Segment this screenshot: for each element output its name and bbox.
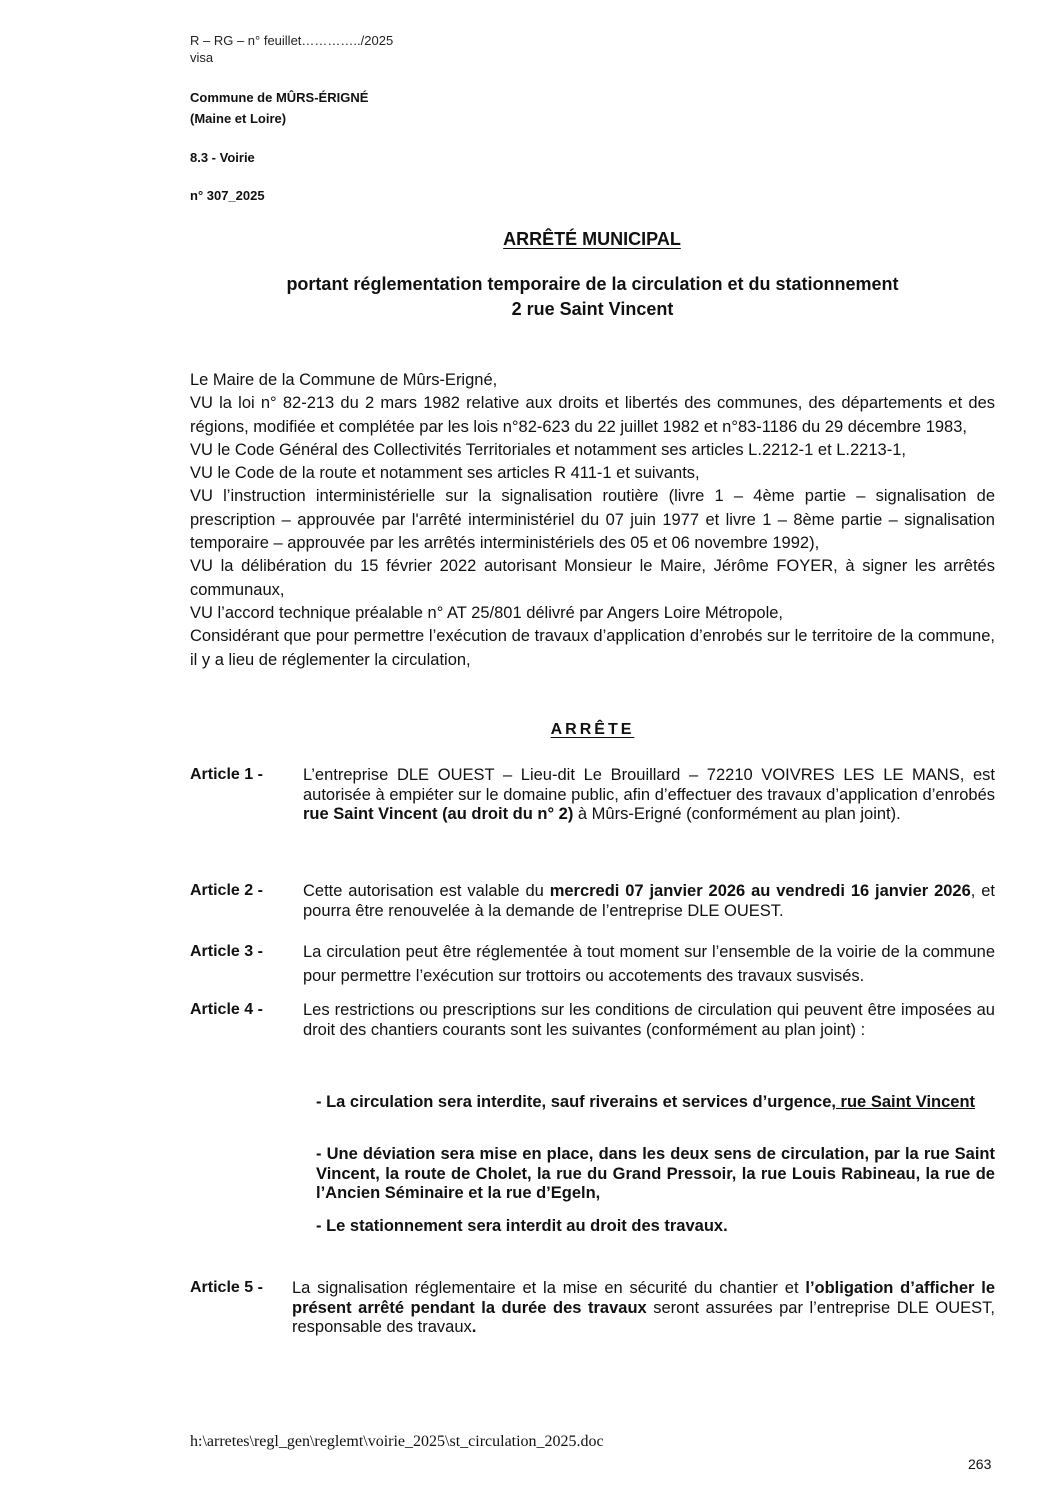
article-5-text: La signalisation réglementaire et la mise en sécurité du chantier et l’obligation d’afficher le présent arrêté pendant la durée des travaux seront assurées par l’entreprise DLE OUEST, responsable des travaux. <box>292 1279 995 1336</box>
article-4-label: Article 4 - <box>190 1001 263 1018</box>
arrete-number: n° 307_2025 <box>190 188 265 203</box>
preamble-line: Considérant que pour permettre l’exécution de travaux d’application d’enrobés sur le territoire de la commune, il y a lieu de réglementer la circulation, <box>190 627 995 669</box>
subtitle-line-2: 2 rue Saint Vincent <box>511 299 674 319</box>
article-2-text: Cette autorisation est valable du mercredi 07 janvier 2026 au vendredi 16 janvier 2026, et pourra être renouvelée à la demande de l’entreprise DLE OUEST. <box>303 882 995 920</box>
measure-item: - Une déviation sera mise en place, dans les deux sens de circulation, par la rue Saint Vincent, la route de Cholet, la rue du Grand Pressoir, la rue Louis Rabineau, la rue de l’Ancien Séminaire et la rue d’Egeln, <box>316 1145 995 1202</box>
article-1-text: L’entreprise DLE OUEST – Lieu-dit Le Brouillard – 72210 VOIVRES LES LE MANS, est autorisée à empiéter sur le domaine public, afin d’effectuer des travaux d’application d’enrobés rue Saint Vincent (au droit du n° 2) à Mûrs-Erigné (conformément au plan joint). <box>303 766 995 823</box>
category-label: 8.3 - Voirie <box>190 150 255 165</box>
article-3-label: Article 3 - <box>190 943 263 960</box>
page-title: ARRÊTÉ MUNICIPAL <box>503 229 681 249</box>
preamble-line: VU la loi n° 82-213 du 2 mars 1982 relative aux droits et libertés des communes, des départements et des régions, modifiée et complétée par les lois n°82-623 du 22 juillet 1982 et n°83-1186 du 29 décembre 1983, <box>190 394 995 436</box>
subtitle-line-1: portant réglementation temporaire de la circulation et du stationnement <box>286 274 899 294</box>
preamble-line: VU l’accord technique préalable n° AT 25/801 délivré par Angers Loire Métropole, <box>190 603 784 622</box>
article-1-label: Article 1 - <box>190 766 263 783</box>
article-4-text: Les restrictions ou prescriptions sur les conditions de circulation qui peuvent être imposées au droit des chantiers courants sont les suivantes (conformément au plan joint) : <box>303 1001 995 1039</box>
subtitle <box>190 272 995 322</box>
article-3-text: La circulation peut être réglementée à tout moment sur l’ensemble de la voirie de la commune pour permettre l’exécution sur trottoirs ou accotements des travaux susvisés. <box>303 943 995 985</box>
preamble-line: VU la délibération du 15 février 2022 autorisant Monsieur le Maire, Jérôme FOYER, à signer les arrêtés communaux, <box>190 557 995 599</box>
page-number: 263 <box>968 1456 992 1472</box>
preamble-line: Le Maire de la Commune de Mûrs-Erigné, <box>190 371 498 389</box>
preamble <box>190 369 995 672</box>
article-2-label: Article 2 - <box>190 882 263 899</box>
measure-item: - La circulation sera interdite, sauf riverains et services d’urgence, rue Saint Vincent <box>316 1093 976 1111</box>
arrete-heading: ARRÊTE <box>550 721 635 738</box>
article-5-label: Article 5 - <box>190 1279 263 1296</box>
visa-label: visa <box>190 50 214 65</box>
commune-name: Commune de MÛRS-ÉRIGNÉ <box>190 90 369 105</box>
preamble-line: VU le Code de la route et notamment ses articles R 411-1 et suivants, <box>190 464 700 483</box>
article-5-obligation: l’obligation d’afficher le présent arrêté pendant la durée des travaux <box>292 1279 995 1317</box>
preamble-line: VU le Code Général des Collectivités Territoriales et notamment ses articles L.2212-1 et L.2213-1, <box>190 440 906 459</box>
file-path: h:\arretes\regl_gen\reglemt\voirie_2025\st_circulation_2025.doc <box>190 1433 604 1450</box>
article-1-location: rue Saint Vincent (au droit du n° 2) <box>303 805 574 823</box>
commune-department: (Maine et Loire) <box>190 111 287 126</box>
reference-line: R – RG – n° feuillet…………../2025 <box>190 33 394 48</box>
preamble-line: VU l’instruction interministérielle sur la signalisation routière (livre 1 – 4ème partie – signalisation de prescription – approuvée par l'arrêté interministériel du 07 juin 1977 et livre 1 – 8ème partie – signalisation temporaire – approuvée par les arrêtés interministériels des 05 et 06 novembre 1992), <box>190 487 995 553</box>
article-2-dates: mercredi 07 janvier 2026 au vendredi 16 janvier 2026 <box>549 882 971 900</box>
measure-item: - Le stationnement sera interdit au droit des travaux. <box>316 1217 728 1235</box>
